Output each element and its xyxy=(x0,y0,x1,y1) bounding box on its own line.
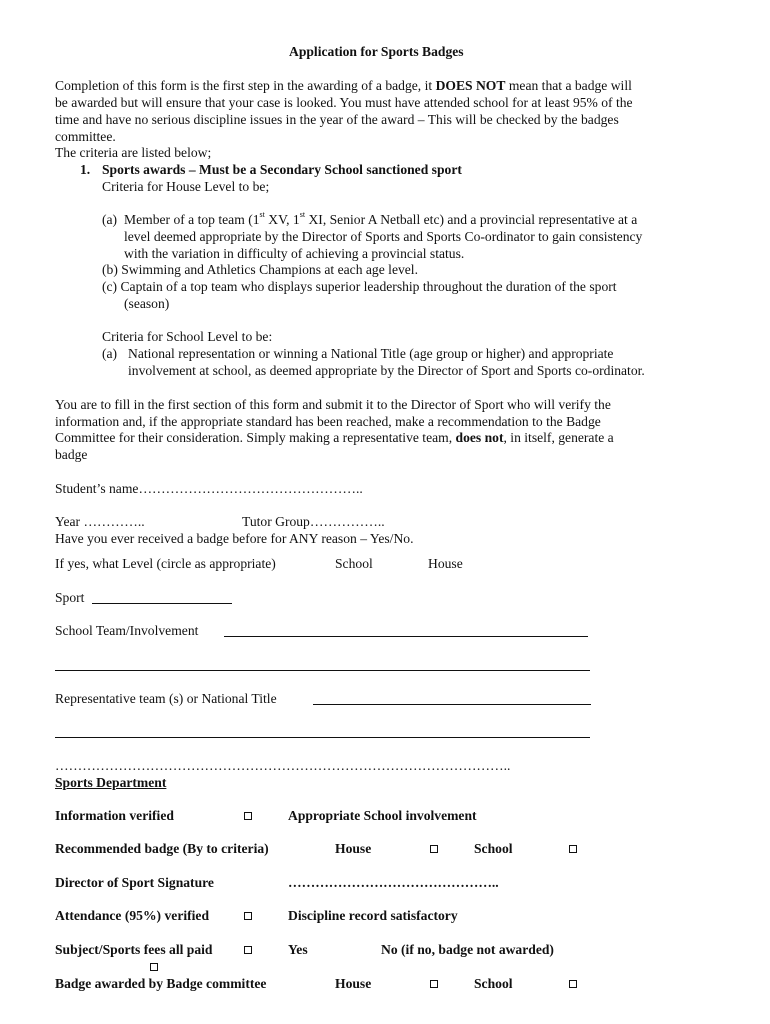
house-criterion-c-line-1: (c) Captain of a top team who displays superior leadership throughout the duration of the sport xyxy=(102,279,617,294)
tutor-group-field[interactable]: Tutor Group…………….. xyxy=(242,514,385,529)
superscript: st xyxy=(259,210,265,220)
intro-text: Completion of this form is the first step in the awarding of a badge, it xyxy=(55,78,436,93)
school-team-input-line[interactable] xyxy=(224,636,588,637)
director-signature-field[interactable]: ……………………………………….. xyxy=(288,875,499,890)
fees-no-option[interactable]: No (if no, badge not awarded) xyxy=(381,942,554,957)
rep-team-input-line-2[interactable] xyxy=(55,737,590,738)
instructions-text: , in itself, generate a xyxy=(503,430,614,445)
instructions-text: Committee for their consideration. Simply making a representative team, xyxy=(55,430,456,445)
intro-emphasis: DOES NOT xyxy=(435,78,506,93)
house-criterion-a-line-1 xyxy=(124,212,637,229)
badge-awarded-label: Badge awarded by Badge committee xyxy=(55,976,267,991)
instructions-line-4: badge xyxy=(55,447,88,462)
intro-line-2: be awarded but will ensure that your case is looked. You must have attended school for at least 95% of the xyxy=(55,95,633,110)
school-criteria-intro: Criteria for School Level to be: xyxy=(102,329,273,344)
house-criterion-b: (b) Swimming and Athletics Champions at each age level. xyxy=(102,262,418,277)
attendance-checkbox[interactable] xyxy=(244,912,252,920)
recommended-badge-label: Recommended badge (By to criteria) xyxy=(55,841,269,856)
intro-line-1 xyxy=(55,78,632,95)
school-team-label: School Team/Involvement xyxy=(55,623,199,638)
criterion-text: XV, 1 xyxy=(264,212,300,227)
house-criterion-a-line-3: with the variation in difficulty of achieving a provincial status. xyxy=(124,246,465,261)
house-criterion-a-label: (a) xyxy=(102,212,118,227)
instructions-line-1: You are to fill in the first section of this form and submit it to the Director of Sport who will verify the xyxy=(55,397,611,412)
fees-paid-checkbox[interactable] xyxy=(244,946,252,954)
awarded-school-checkbox[interactable] xyxy=(569,980,577,988)
school-criterion-a-line-1: National representation or winning a National Title (age group or higher) and appropriate xyxy=(128,346,614,361)
criterion-text: Member of a top team (1 xyxy=(124,212,260,227)
house-criterion-c-line-2: (season) xyxy=(124,296,170,311)
section-number: 1. xyxy=(80,162,91,177)
dotted-separator: ……………………………………………………………………………………….. xyxy=(55,758,511,773)
school-team-input-line-2[interactable] xyxy=(55,670,590,671)
superscript: st xyxy=(299,210,306,220)
instructions-line-3 xyxy=(55,430,614,447)
recommended-house-label: House xyxy=(335,841,372,856)
instructions-emphasis: does not xyxy=(455,430,504,445)
appropriate-involvement-label: Appropriate School involvement xyxy=(288,808,477,823)
info-verified-checkbox[interactable] xyxy=(244,812,252,820)
year-field[interactable]: Year ………….. xyxy=(55,514,145,529)
sports-department-heading: Sports Department xyxy=(55,775,167,790)
rep-team-label: Representative team (s) or National Title xyxy=(55,691,277,706)
instructions-line-2: information and, if the appropriate standard has been reached, make a recommendation to the Badge xyxy=(55,414,601,429)
page-title: Application for Sports Badges xyxy=(289,44,464,59)
recommended-school-label: School xyxy=(474,841,513,856)
intro-line-4: committee. xyxy=(55,129,116,144)
attendance-label: Attendance (95%) verified xyxy=(55,908,210,923)
awarded-house-label: House xyxy=(335,976,372,991)
level-option-house[interactable]: House xyxy=(428,556,463,571)
info-verified-label: Information verified xyxy=(55,808,174,823)
school-criterion-a-line-2: involvement at school, as deemed appropriate by the Director of Sport and Sports co-ordinator. xyxy=(128,363,645,378)
rep-team-input-line[interactable] xyxy=(313,704,591,705)
criteria-intro: The criteria are listed below; xyxy=(55,145,212,160)
criterion-text: XI, Senior A Netball etc) and a provincial representative at a xyxy=(305,212,638,227)
intro-text: mean that a badge will xyxy=(505,78,632,93)
recommended-school-checkbox[interactable] xyxy=(569,845,577,853)
sport-label: Sport xyxy=(55,590,85,605)
student-name-field[interactable]: Student’s name………………………………………….. xyxy=(55,481,363,496)
intro-line-3: time and have no serious discipline issues in the year of the award – This will be checked by the badges xyxy=(55,112,619,127)
director-signature-label: Director of Sport Signature xyxy=(55,875,214,890)
recommended-house-checkbox[interactable] xyxy=(430,845,438,853)
house-criterion-a-line-2: level deemed appropriate by the Director of Sports and Sports Co-ordinator to gain consistency xyxy=(124,229,643,244)
fees-paid-label: Subject/Sports fees all paid xyxy=(55,942,213,957)
sport-input-line[interactable] xyxy=(92,603,232,604)
fees-yes-option[interactable]: Yes xyxy=(288,942,308,957)
school-criterion-a-label: (a) xyxy=(102,346,118,361)
section-heading: Sports awards – Must be a Secondary School sanctioned sport xyxy=(102,162,462,177)
level-question: If yes, what Level (circle as appropriate) xyxy=(55,556,276,571)
level-option-school[interactable]: School xyxy=(335,556,373,571)
badge-before-question[interactable]: Have you ever received a badge before for ANY reason – Yes/No. xyxy=(55,531,414,546)
house-criteria-intro: Criteria for House Level to be; xyxy=(102,179,270,194)
fees-extra-checkbox[interactable] xyxy=(150,963,158,971)
awarded-school-label: School xyxy=(474,976,513,991)
awarded-house-checkbox[interactable] xyxy=(430,980,438,988)
discipline-label: Discipline record satisfactory xyxy=(288,908,458,923)
